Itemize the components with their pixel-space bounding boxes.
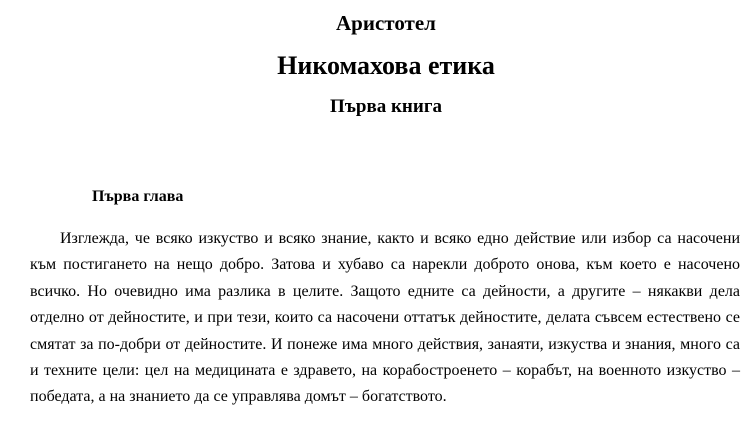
author-heading: Аристотел bbox=[336, 11, 436, 35]
body-paragraph: Изглежда, че всяко изкуство и всяко знание, както и всяко едно действие или избор са насочени към постигането на нещо добро. Затова и хубаво са нарекли доброто онова, към което е насочено всичко. Но очевидно има разлика в целите. Защото едните са дейности, а другите – някакви дела отделно от дейностите, и при тези, които са насочени оттатък дейностите, делата съвсем естествено се смятат за по-добри от дейностите. И понеже има много действия, занаяти, изкуства и знания, много са и техните цели: цел на медицината е здравето, на корабостроенето – корабът, на военното изкуство – победата, а на знанието да се управлява домът – богатството. bbox=[30, 230, 740, 406]
book-title-heading: Никомахова етика bbox=[277, 51, 495, 80]
chapter-heading: Първа глава bbox=[92, 188, 184, 205]
book-part-heading: Първа книга bbox=[330, 96, 442, 117]
